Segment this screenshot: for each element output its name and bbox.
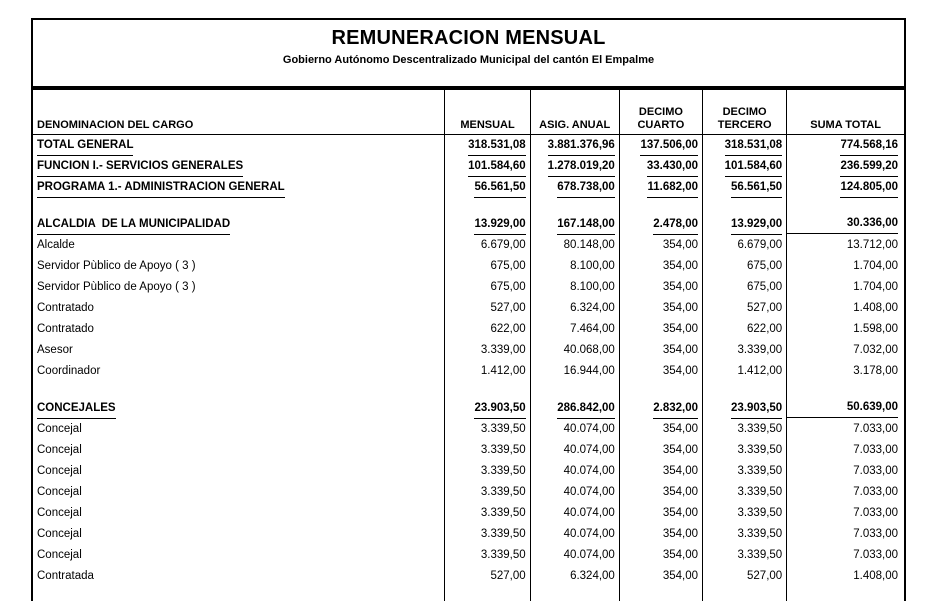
cell-suma xyxy=(787,177,905,198)
cell-anual xyxy=(530,587,619,601)
cell-anual: 40.074,00 xyxy=(530,440,619,461)
cell-mensual xyxy=(445,587,530,601)
cell-cargo xyxy=(32,135,445,157)
cell-suma: 7.032,00 xyxy=(787,340,905,361)
cell-cargo: Concejal xyxy=(32,524,445,545)
cell-cuarto: 354,00 xyxy=(619,419,702,440)
cell-value: 3.881.376,96 xyxy=(548,137,615,156)
cell-suma xyxy=(787,156,905,177)
cell-cargo: Contratada xyxy=(32,566,445,587)
cell-cargo: Concejal xyxy=(32,440,445,461)
cell-mensual: 527,00 xyxy=(445,298,530,319)
table-total-row xyxy=(32,156,905,177)
cell-value: 11.682,00 xyxy=(647,179,698,198)
cell-tercero: 675,00 xyxy=(703,277,787,298)
cell-tercero: 1.412,00 xyxy=(703,361,787,382)
cell-value: 286.842,00 xyxy=(557,400,615,419)
cell-cuarto: 354,00 xyxy=(619,361,702,382)
cell-cargo xyxy=(32,156,445,177)
cell-suma: 7.033,00 xyxy=(787,461,905,482)
cell-cargo: Concejal xyxy=(32,419,445,440)
cell-anual xyxy=(530,398,619,419)
cell-suma: 7.033,00 xyxy=(787,440,905,461)
cell-value: 2.832,00 xyxy=(653,400,698,419)
cell-cargo xyxy=(32,177,445,198)
cell-anual xyxy=(530,198,619,214)
cell-suma: 1.704,00 xyxy=(787,256,905,277)
cell-value: 33.430,00 xyxy=(647,158,698,177)
cell-mensual: 3.339,50 xyxy=(445,503,530,524)
cell-cuarto xyxy=(619,398,702,419)
cell-tercero: 3.339,50 xyxy=(703,524,787,545)
cell-cuarto xyxy=(619,135,702,157)
cell-anual xyxy=(530,135,619,157)
cell-anual: 40.074,00 xyxy=(530,419,619,440)
cell-cargo: Servidor Pùblico de Apoyo ( 3 ) xyxy=(32,277,445,298)
cell-value: 101.584,60 xyxy=(725,158,783,177)
cell-suma: 3.178,00 xyxy=(787,361,905,382)
table-row xyxy=(32,277,905,298)
cell-value: 774.568,16 xyxy=(840,137,898,156)
cell-anual: 40.074,00 xyxy=(530,482,619,503)
cell-tercero: 3.339,50 xyxy=(703,440,787,461)
cell-suma: 7.033,00 xyxy=(787,503,905,524)
cell-tercero: 675,00 xyxy=(703,256,787,277)
table-row xyxy=(32,298,905,319)
table-row xyxy=(32,340,905,361)
column-header-decimo-cuarto xyxy=(619,89,702,135)
table-section-row xyxy=(32,398,905,419)
cell-value: 124.805,00 xyxy=(840,179,898,198)
table-row xyxy=(32,419,905,440)
cell-cuarto: 354,00 xyxy=(619,256,702,277)
cell-anual xyxy=(530,156,619,177)
cell-value: 50.639,00 xyxy=(787,399,898,418)
table-header xyxy=(32,89,905,135)
cell-suma: 1.598,00 xyxy=(787,319,905,340)
cell-anual: 80.148,00 xyxy=(530,235,619,256)
column-header-line2: TERCERO xyxy=(703,119,786,132)
cell-suma: 7.033,00 xyxy=(787,482,905,503)
cell-tercero: 3.339,50 xyxy=(703,419,787,440)
cell-tercero: 527,00 xyxy=(703,298,787,319)
cell-tercero xyxy=(703,198,787,214)
cell-cuarto: 354,00 xyxy=(619,298,702,319)
column-header-suma-total: SUMA TOTAL xyxy=(787,89,905,135)
cell-cuarto: 354,00 xyxy=(619,277,702,298)
table-row xyxy=(32,235,905,256)
cell-cargo xyxy=(32,398,445,419)
cell-anual: 40.068,00 xyxy=(530,340,619,361)
cell-mensual: 3.339,50 xyxy=(445,482,530,503)
cell-mensual: 675,00 xyxy=(445,256,530,277)
cell-mensual xyxy=(445,214,530,235)
cell-cargo xyxy=(32,198,445,214)
table-total-row xyxy=(32,177,905,198)
cell-tercero xyxy=(703,398,787,419)
cell-tercero: 3.339,50 xyxy=(703,545,787,566)
cell-cuarto xyxy=(619,587,702,601)
cell-suma xyxy=(787,587,905,601)
cell-value: 13.929,00 xyxy=(474,216,525,235)
table-row xyxy=(32,503,905,524)
column-header-line2: CUARTO xyxy=(620,119,702,132)
cell-value: 137.506,00 xyxy=(640,137,698,156)
page-title: REMUNERACION MENSUAL xyxy=(33,26,904,50)
cell-tercero xyxy=(703,382,787,398)
table-row xyxy=(32,545,905,566)
cell-value: PROGRAMA 1.- ADMINISTRACION GENERAL xyxy=(37,179,285,198)
cell-cargo: Coordinador xyxy=(32,361,445,382)
column-header-decimo-tercero xyxy=(703,89,787,135)
cell-value: 678.738,00 xyxy=(557,179,615,198)
cell-suma xyxy=(787,382,905,398)
cell-cargo xyxy=(32,382,445,398)
cell-mensual: 6.679,00 xyxy=(445,235,530,256)
cell-cargo: Concejal xyxy=(32,482,445,503)
cell-cargo: Contratado xyxy=(32,319,445,340)
cell-mensual: 622,00 xyxy=(445,319,530,340)
cell-tercero: 3.339,00 xyxy=(703,340,787,361)
cell-value: 101.584,60 xyxy=(468,158,526,177)
cell-mensual xyxy=(445,177,530,198)
cell-suma: 1.408,00 xyxy=(787,298,905,319)
column-header-cargo: DENOMINACION DEL CARGO xyxy=(32,89,445,135)
cell-value: 30.336,00 xyxy=(787,215,898,234)
cell-tercero xyxy=(703,156,787,177)
cell-mensual xyxy=(445,135,530,157)
cell-mensual xyxy=(445,156,530,177)
cell-anual: 8.100,00 xyxy=(530,277,619,298)
cell-cuarto: 354,00 xyxy=(619,319,702,340)
remuneration-table xyxy=(31,88,906,601)
cell-tercero: 6.679,00 xyxy=(703,235,787,256)
cell-tercero xyxy=(703,135,787,157)
cell-suma: 13.712,00 xyxy=(787,235,905,256)
table-row xyxy=(32,461,905,482)
cell-mensual: 3.339,00 xyxy=(445,340,530,361)
cell-anual: 7.464,00 xyxy=(530,319,619,340)
cell-value: CONCEJALES xyxy=(37,400,116,419)
cell-mensual: 3.339,50 xyxy=(445,419,530,440)
cell-value: 56.561,50 xyxy=(474,179,525,198)
cell-value: 23.903,50 xyxy=(474,400,525,419)
cell-cuarto xyxy=(619,198,702,214)
cell-suma xyxy=(787,398,905,419)
cell-suma: 1.408,00 xyxy=(787,566,905,587)
cell-value: 318.531,08 xyxy=(468,137,526,156)
cell-cuarto xyxy=(619,382,702,398)
page-subtitle: Gobierno Autónomo Descentralizado Municipal del cantón El Empalme xyxy=(33,53,904,67)
table-section-row xyxy=(32,214,905,235)
title-block xyxy=(31,18,906,88)
table-spacer-row xyxy=(32,382,905,398)
cell-mensual xyxy=(445,382,530,398)
cell-suma xyxy=(787,135,905,157)
table-spacer-row xyxy=(32,198,905,214)
cell-cargo: Concejal xyxy=(32,461,445,482)
cell-tercero: 3.339,50 xyxy=(703,503,787,524)
table-row xyxy=(32,319,905,340)
cell-suma: 7.033,00 xyxy=(787,545,905,566)
cell-cuarto: 354,00 xyxy=(619,235,702,256)
cell-tercero xyxy=(703,587,787,601)
column-header-mensual: MENSUAL xyxy=(445,89,530,135)
column-header-asig-anual: ASIG. ANUAL xyxy=(530,89,619,135)
cell-value: 1.278.019,20 xyxy=(548,158,615,177)
table-row xyxy=(32,524,905,545)
cell-cuarto: 354,00 xyxy=(619,461,702,482)
cell-value: 2.478,00 xyxy=(653,216,698,235)
cell-tercero: 622,00 xyxy=(703,319,787,340)
table-total-row xyxy=(32,135,905,157)
table-row xyxy=(32,361,905,382)
cell-tercero: 3.339,50 xyxy=(703,461,787,482)
cell-value: ALCALDIA DE LA MUNICIPALIDAD xyxy=(37,216,230,235)
cell-cuarto: 354,00 xyxy=(619,482,702,503)
cell-cargo xyxy=(32,587,445,601)
cell-anual: 16.944,00 xyxy=(530,361,619,382)
cell-mensual xyxy=(445,198,530,214)
cell-anual: 40.074,00 xyxy=(530,545,619,566)
table-spacer-row xyxy=(32,587,905,601)
cell-cuarto: 354,00 xyxy=(619,566,702,587)
table-row xyxy=(32,482,905,503)
cell-value: 318.531,08 xyxy=(725,137,783,156)
cell-cargo: Alcalde xyxy=(32,235,445,256)
cell-cuarto xyxy=(619,214,702,235)
cell-anual: 40.074,00 xyxy=(530,461,619,482)
cell-suma xyxy=(787,214,905,235)
cell-suma: 7.033,00 xyxy=(787,524,905,545)
column-header-line1: DECIMO xyxy=(620,106,702,119)
cell-value: 236.599,20 xyxy=(840,158,898,177)
cell-cargo: Asesor xyxy=(32,340,445,361)
cell-value: 167.148,00 xyxy=(557,216,615,235)
cell-cuarto xyxy=(619,156,702,177)
cell-tercero: 527,00 xyxy=(703,566,787,587)
cell-mensual: 675,00 xyxy=(445,277,530,298)
cell-cargo: Concejal xyxy=(32,503,445,524)
cell-anual: 6.324,00 xyxy=(530,566,619,587)
cell-cuarto: 354,00 xyxy=(619,503,702,524)
cell-mensual: 1.412,00 xyxy=(445,361,530,382)
cell-mensual: 3.339,50 xyxy=(445,461,530,482)
cell-value: FUNCION I.- SERVICIOS GENERALES xyxy=(37,158,243,177)
cell-mensual: 3.339,50 xyxy=(445,440,530,461)
cell-value: 56.561,50 xyxy=(731,179,782,198)
cell-mensual: 3.339,50 xyxy=(445,524,530,545)
cell-suma: 7.033,00 xyxy=(787,419,905,440)
cell-anual xyxy=(530,382,619,398)
cell-value: TOTAL GENERAL xyxy=(37,137,133,156)
cell-cargo xyxy=(32,214,445,235)
cell-anual: 40.074,00 xyxy=(530,503,619,524)
cell-value: 13.929,00 xyxy=(731,216,782,235)
table-header-row xyxy=(32,89,905,135)
cell-anual: 40.074,00 xyxy=(530,524,619,545)
remuneration-sheet xyxy=(31,18,906,601)
cell-mensual: 527,00 xyxy=(445,566,530,587)
cell-anual xyxy=(530,214,619,235)
cell-suma: 1.704,00 xyxy=(787,277,905,298)
cell-cargo: Concejal xyxy=(32,545,445,566)
cell-anual: 8.100,00 xyxy=(530,256,619,277)
cell-cuarto: 354,00 xyxy=(619,340,702,361)
cell-cargo: Servidor Pùblico de Apoyo ( 3 ) xyxy=(32,256,445,277)
table-row xyxy=(32,256,905,277)
cell-cargo: Contratado xyxy=(32,298,445,319)
cell-tercero xyxy=(703,177,787,198)
table-body xyxy=(32,135,905,601)
cell-suma xyxy=(787,198,905,214)
cell-value: 23.903,50 xyxy=(731,400,782,419)
cell-cuarto: 354,00 xyxy=(619,524,702,545)
column-header-line1: DECIMO xyxy=(703,106,786,119)
cell-cuarto xyxy=(619,177,702,198)
cell-cuarto: 354,00 xyxy=(619,545,702,566)
cell-tercero: 3.339,50 xyxy=(703,482,787,503)
cell-mensual xyxy=(445,398,530,419)
table-row xyxy=(32,566,905,587)
table-row xyxy=(32,440,905,461)
cell-tercero xyxy=(703,214,787,235)
cell-mensual: 3.339,50 xyxy=(445,545,530,566)
cell-cuarto: 354,00 xyxy=(619,440,702,461)
cell-anual xyxy=(530,177,619,198)
cell-anual: 6.324,00 xyxy=(530,298,619,319)
